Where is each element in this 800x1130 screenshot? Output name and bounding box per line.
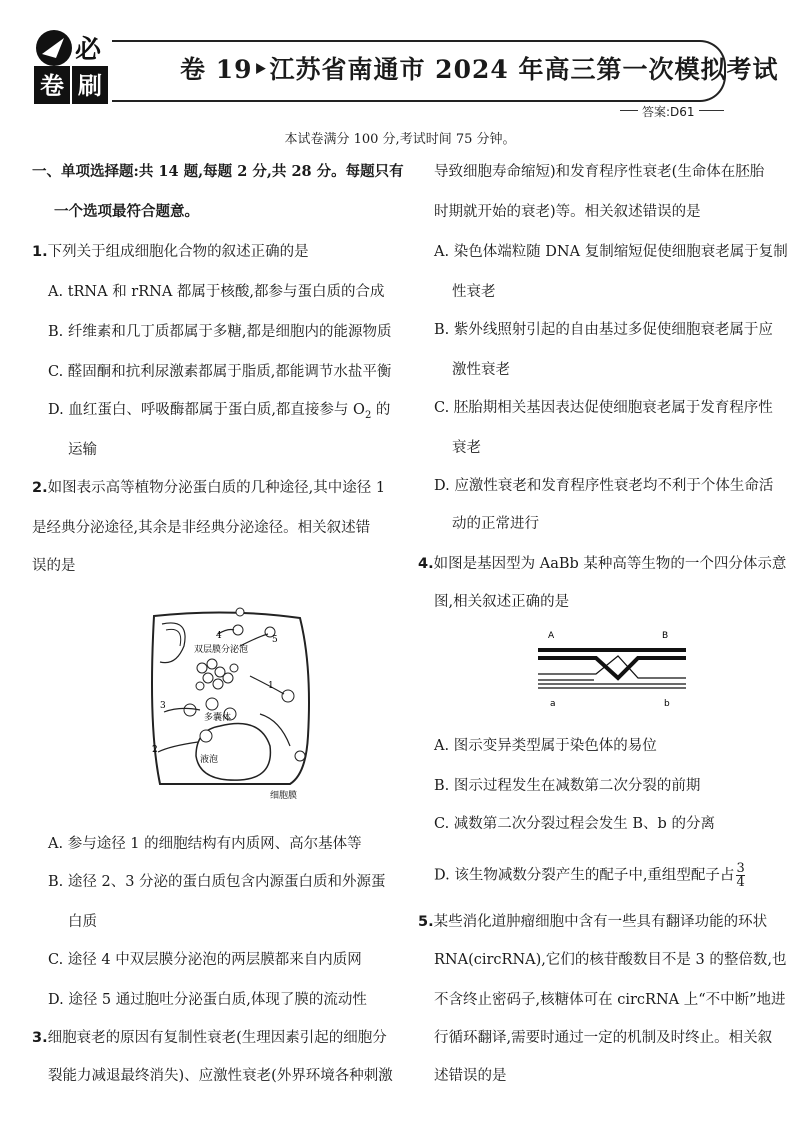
q1-option-d [48, 400, 390, 426]
q3-stem-line2: 裂能力减退最终消失)、应激性衰老(外界环境各种刺激 [48, 1068, 393, 1084]
label-multivesicular-body: 多囊体 [204, 713, 232, 723]
q4-option-d [434, 862, 745, 889]
q5-stem-line3: 不含终止密码子,核糖体可在 circRNA 上“不中断”地进 [434, 992, 786, 1008]
q2-stem-text: 如图表示高等植物分泌蛋白质的几种途径,其中途径 1 [47, 480, 386, 496]
q3-option-a: A. 染色体端粒随 DNA 复制缩短促使细胞衰老属于复制 [434, 244, 788, 260]
q3-number: 3. [32, 1030, 48, 1046]
q2-option-d: D. 途径 5 通过胞吐分泌蛋白质,体现了膜的流动性 [48, 992, 367, 1008]
q1-number: 1. [32, 244, 48, 260]
q4-option-c: C. 减数第二次分裂过程会发生 B、b 的分离 [434, 816, 715, 832]
q2-cell-diagram [140, 606, 316, 802]
q5-stem-line5: 述错误的是 [434, 1068, 507, 1084]
q2-option-a: A. 参与途径 1 的细胞结构有内质网、高尔基体等 [48, 836, 362, 852]
q1-stem [32, 242, 309, 262]
q1-option-d-cont: 运输 [68, 442, 97, 458]
label-gene-A: A [548, 631, 555, 641]
q1-option-c: C. 醛固酮和抗利尿激素都属于脂质,都能调节水盐平衡 [48, 364, 392, 380]
label-double-membrane-vesicle: 双层膜分泌泡 [194, 645, 249, 655]
q2-stem-line1 [32, 478, 385, 498]
label-cell-membrane: 细胞膜 [270, 791, 298, 801]
pathway-number-5: 5 [272, 635, 278, 645]
pathway-number-1: 1 [268, 681, 274, 691]
q5-stem-text: 某些消化道肿瘤细胞中含有一些具有翻译功能的环状 [433, 914, 768, 930]
exam-info: 本试卷满分 100 分,考试时间 75 分钟。 [284, 132, 516, 147]
q3-option-c-cont: 衰老 [452, 440, 481, 456]
section-header-line1: 一、单项选择题:共 14 题,每题 2 分,共 28 分。每题只有 [32, 163, 404, 180]
q4-number: 4. [418, 556, 434, 572]
pathway-number-2: 2 [152, 745, 158, 755]
q5-stem-line4: 行循环翻译,需要时通过一定的机制及时终止。相关叙 [434, 1030, 773, 1046]
q2-option-b: B. 途径 2、3 分泌的蛋白质包含内源蛋白质和外源蛋 [48, 874, 386, 890]
logo-char-shua: 刷 [78, 71, 102, 100]
q3-stem-line1 [32, 1028, 387, 1048]
label-gene-a: a [550, 699, 556, 708]
q1-option-b: B. 纤维素和几丁质都属于多糖,都是细胞内的能源物质 [48, 324, 392, 340]
label-gene-b: b [664, 699, 670, 708]
q3-option-d: D. 应激性衰老和发育程序性衰老均不利于个体生命活 [434, 478, 774, 494]
q4-stem-line2: 图,相关叙述正确的是 [434, 594, 570, 610]
q4-stem-text: 如图是基因型为 AaBb 某种高等生物的一个四分体示意 [433, 556, 787, 572]
er-membrane-inner [166, 629, 181, 646]
q2-option-c: C. 途径 4 中双层膜分泌泡的两层膜都来自内质网 [48, 952, 362, 968]
q4-tetrad-diagram [534, 628, 690, 708]
q2-number: 2. [32, 480, 48, 496]
fraction [736, 862, 744, 889]
pathway-number-3: 3 [160, 701, 166, 711]
bishua-logo [34, 28, 108, 106]
q1-option-d-subscript: 2 [364, 409, 372, 421]
page-title: 卷 19‣江苏省南通市 2024 年高三第一次模拟考试 [180, 55, 779, 84]
q5-stem-line1 [418, 912, 767, 932]
answer-code: 答案:D61 [638, 103, 699, 120]
fraction-numerator: 3 [736, 861, 745, 876]
q1-stem-text: 下列关于组成细胞化合物的叙述正确的是 [47, 244, 309, 260]
q3-option-c: C. 胚胎期相关基因表达促使细胞衰老属于发育程序性 [434, 400, 773, 416]
q5-number: 5. [418, 914, 434, 930]
q1-option-d-tail: 的 [371, 402, 391, 418]
q4-option-b: B. 图示过程发生在减数第二次分裂的前期 [434, 778, 701, 794]
fraction-denominator: 4 [736, 875, 745, 890]
pathway-number-4: 4 [216, 631, 222, 641]
q4-option-a: A. 图示变异类型属于染色体的易位 [434, 738, 657, 754]
section-header-line2: 一个选项最符合题意。 [54, 203, 199, 220]
q2-option-b-cont: 白质 [68, 914, 97, 930]
q3-stem-line3: 导致细胞寿命缩短)和发育程序性衰老(生命体在胚胎 [434, 164, 765, 180]
logo-char-bi: 必 [74, 35, 102, 65]
q1-option-a: A. tRNA 和 rRNA 都属于核酸,都参与蛋白质的合成 [48, 284, 385, 300]
q3-option-b-cont: 激性衰老 [452, 362, 510, 378]
q5-stem-line2: RNA(circRNA),它们的核苷酸数目不是 3 的整倍数,也 [434, 952, 787, 968]
q1-option-d-text: D. 血红蛋白、呼吸酶都属于蛋白质,都直接参与 O [48, 402, 365, 418]
q4-stem-line1 [418, 554, 786, 574]
q3-option-d-cont: 动的正常进行 [452, 516, 539, 532]
q2-stem-line3: 误的是 [32, 558, 76, 574]
logo-char-juan: 卷 [40, 71, 64, 100]
q2-stem-line2: 是经典分泌途径,其余是非经典分泌途径。相关叙述错 [32, 520, 371, 536]
q3-stem-line4: 时期就开始的衰老)等。相关叙述错误的是 [434, 204, 701, 220]
q3-option-a-cont: 性衰老 [452, 284, 496, 300]
q3-stem-text: 细胞衰老的原因有复制性衰老(生理因素引起的细胞分 [47, 1030, 387, 1046]
label-gene-B: B [662, 631, 669, 641]
q3-option-b: B. 紫外线照射引起的自由基过多促使细胞衰老属于应 [434, 322, 773, 338]
q4-option-d-text: D. 该生物减数分裂产生的配子中,重组型配子占 [434, 867, 735, 884]
golgi-cluster [196, 659, 238, 690]
label-vacuole: 液泡 [200, 755, 219, 765]
